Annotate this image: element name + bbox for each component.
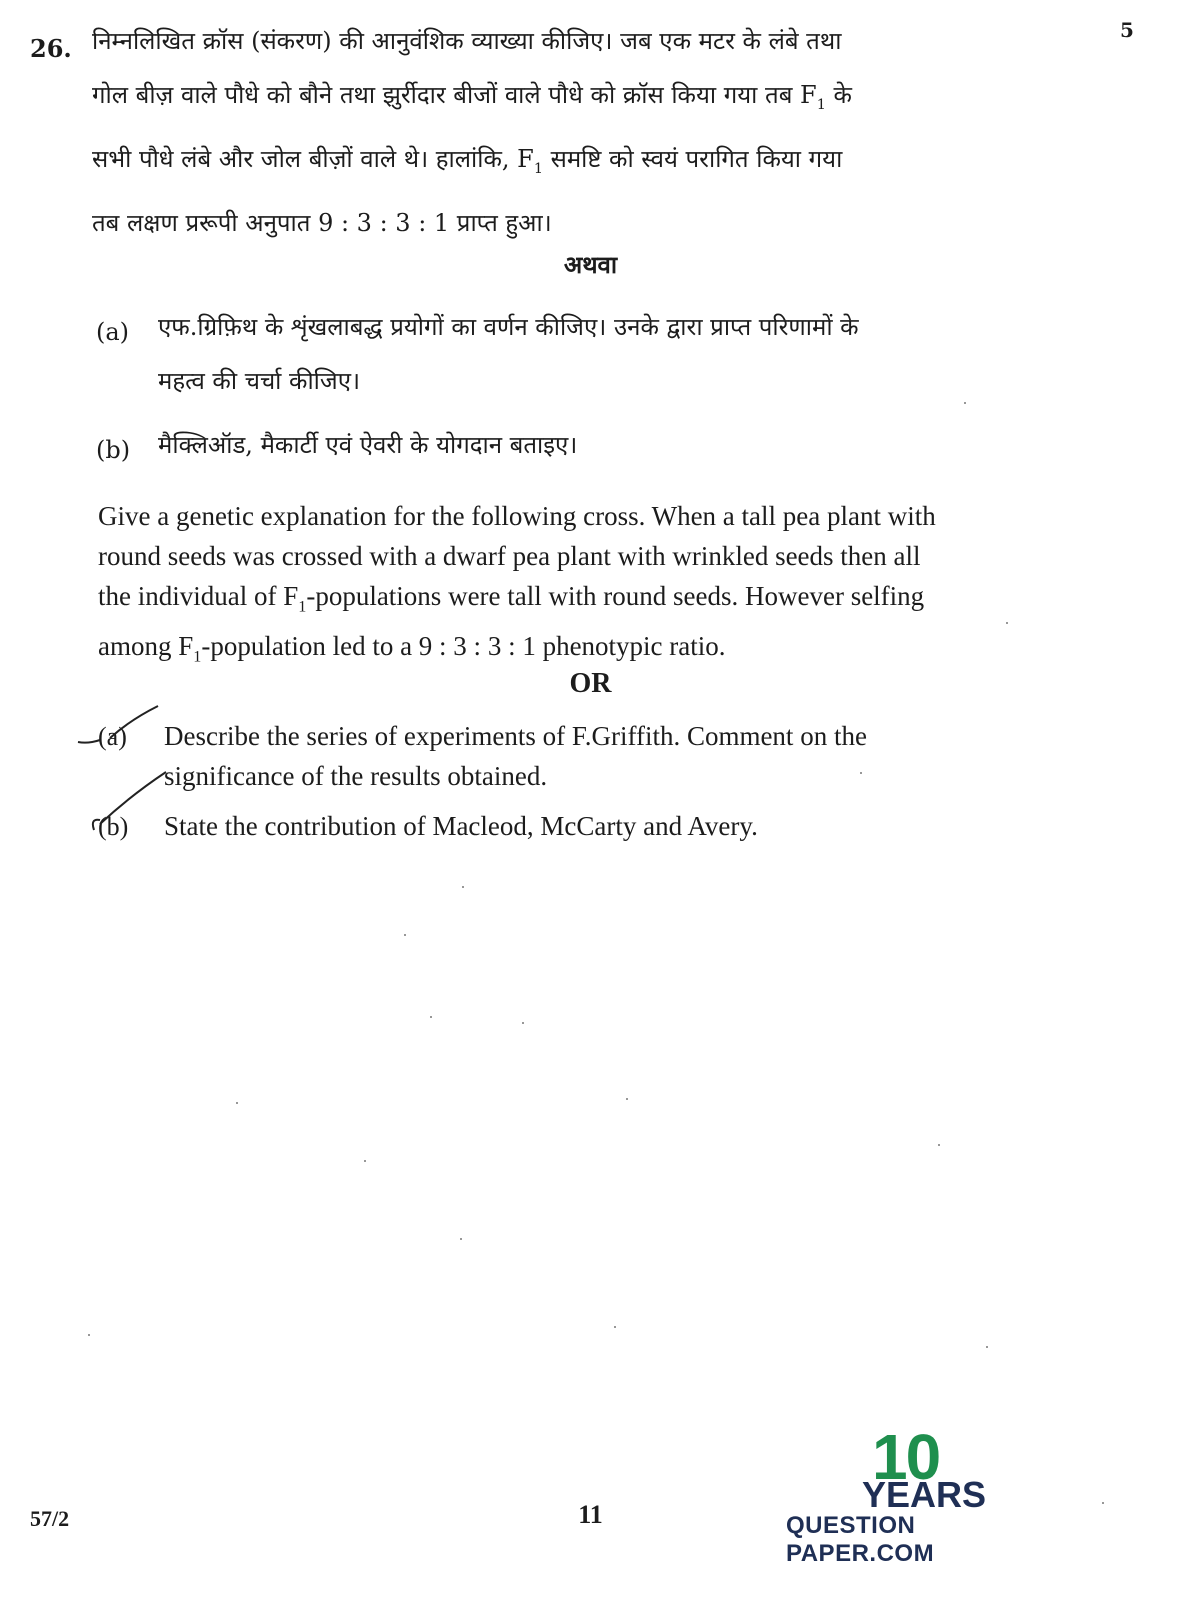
english-line-3-tail: -populations were tall with round seeds. However selfing bbox=[306, 581, 925, 611]
scan-speck bbox=[938, 1144, 940, 1146]
watermark-logo bbox=[786, 1421, 1066, 1570]
hindi-question bbox=[92, 14, 1077, 250]
english-line-3 bbox=[98, 576, 1078, 626]
watermark-years: YEARS bbox=[862, 1474, 987, 1515]
hindi-line-2-text: गोल बीज़ वाले पौधे को बौने तथा झुर्रीदार बीजों वाले पौधे को क्रॉस किया गया तब F bbox=[92, 81, 817, 109]
english-line-3-text: the individual of F bbox=[98, 581, 299, 611]
question-number: 26. bbox=[30, 34, 72, 63]
hindi-option-b-label: (b) bbox=[96, 436, 131, 464]
english-line-4-tail: -population led to a 9 : 3 : 3 : 1 phenotypic ratio. bbox=[201, 631, 726, 662]
scan-speck bbox=[986, 1346, 988, 1348]
watermark-site: QUESTION PAPER.COM bbox=[786, 1512, 935, 1567]
english-line-3-subscript: 1 bbox=[298, 597, 307, 616]
hindi-line-3-subscript: 1 bbox=[533, 160, 543, 177]
pen-tick-b bbox=[93, 772, 166, 830]
hindi-option-a-line-2: महत्व की चर्चा कीजिए। bbox=[158, 367, 361, 395]
scan-speck bbox=[626, 1098, 628, 1100]
english-line-1: Give a genetic explanation for the following cross. When a tall pea plant with bbox=[98, 501, 936, 531]
english-question bbox=[98, 496, 1078, 677]
english-option-b: State the contribution of Macleod, McCarty and Avery. bbox=[164, 811, 758, 841]
scan-speck bbox=[614, 1326, 616, 1328]
hindi-line-4: तब लक्षण प्ररूपी अनुपात 9 : 3 : 3 : 1 प्राप्त हुआ। bbox=[92, 208, 552, 237]
hindi-or-heading: अथवा bbox=[563, 250, 618, 279]
scan-speck bbox=[236, 1102, 238, 1104]
hindi-option-a bbox=[158, 300, 1078, 408]
english-option-a-line-1: Describe the series of experiments of F.Griffith. Comment on the bbox=[164, 721, 867, 751]
hindi-option-b: मैक्लिऑड, मैकार्टी एवं ऐवरी के योगदान बताइए। bbox=[158, 431, 578, 459]
hindi-option-a-line-1: एफ.ग्रिफ़िथ के शृंखलाबद्ध प्रयोगों का वर्णन कीजिए। उनके द्वारा प्राप्त परिणामों के bbox=[158, 313, 859, 341]
scan-speck bbox=[88, 1334, 90, 1336]
scan-speck bbox=[462, 886, 464, 888]
hindi-line-2 bbox=[92, 68, 1077, 132]
scan-speck bbox=[430, 1016, 432, 1018]
scan-speck bbox=[860, 772, 862, 774]
watermark-number: 10 bbox=[872, 1421, 940, 1493]
english-line-4-text: among F bbox=[98, 631, 194, 662]
hindi-line-2-subscript: 1 bbox=[816, 96, 826, 113]
english-option-a bbox=[164, 716, 1078, 796]
hindi-line-1: निम्नलिखित क्रॉस (संकरण) की आनुवंशिक व्याख्या कीजिए। जब एक मटर के लंबे तथा bbox=[92, 27, 842, 55]
pen-tick-marks bbox=[70, 700, 180, 850]
scan-speck bbox=[364, 1160, 366, 1162]
scan-speck bbox=[522, 1022, 524, 1024]
scan-speck bbox=[404, 934, 406, 936]
english-option-b-label: (b) bbox=[98, 812, 129, 841]
pen-tick-a bbox=[78, 706, 158, 743]
english-line-2: round seeds was crossed with a dwarf pea plant with wrinkled seeds then all bbox=[98, 541, 921, 571]
hindi-line-3-tail: समष्टि को स्वयं परागित किया गया bbox=[542, 144, 843, 173]
page-marks: 5 bbox=[1120, 18, 1134, 42]
hindi-line-3 bbox=[92, 132, 1077, 196]
page-number: 11 bbox=[578, 1500, 603, 1529]
paper-code: 57/2 bbox=[30, 1506, 70, 1531]
scan-speck bbox=[460, 1238, 462, 1240]
hindi-line-3-text: सभी पौधे लंबे और जोल बीज़ों वाले थे। हालांकि, F bbox=[92, 144, 534, 173]
english-line-4-subscript: 1 bbox=[193, 647, 202, 666]
hindi-line-2-tail: के bbox=[825, 81, 852, 109]
scan-speck bbox=[964, 402, 966, 404]
english-or-heading: OR bbox=[569, 668, 612, 699]
hindi-option-a-label: (a) bbox=[96, 318, 130, 346]
scan-speck bbox=[1006, 622, 1008, 624]
english-option-a-label: (a) bbox=[98, 722, 127, 751]
english-option-a-line-2: significance of the results obtained. bbox=[164, 761, 548, 791]
